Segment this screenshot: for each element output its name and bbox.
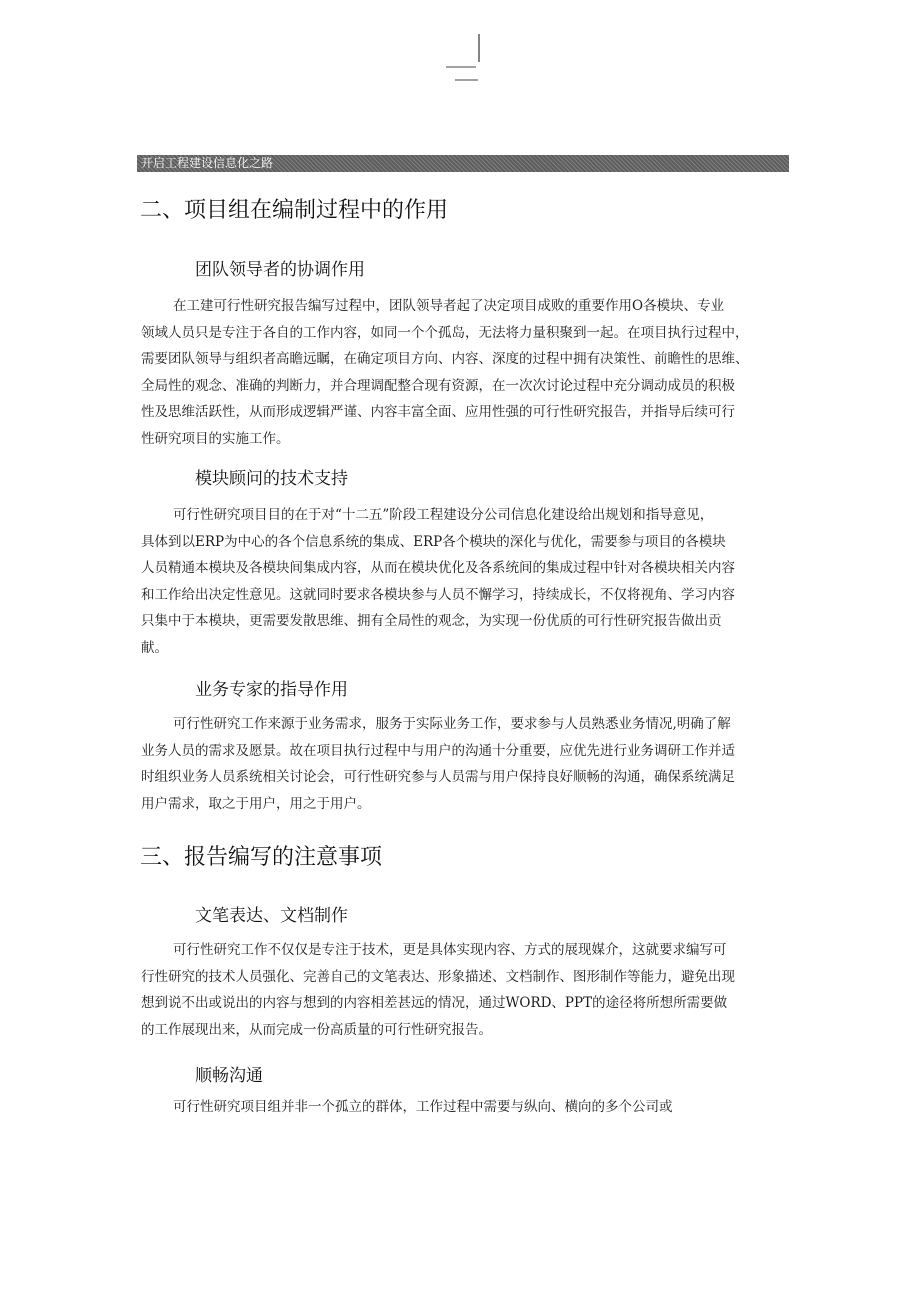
paragraph-line: 可行性研究项目目的在于对“十二五”阶段工程建设分公司信息化建设给出规划和指导意见，	[173, 507, 714, 523]
section-heading-2: 二、项目组在编制过程中的作用	[140, 198, 449, 223]
paragraph-line: 领域人员只是专注于各自的工作内容，如同一个个孤岛，无法将力量积聚到一起。在项目执行过程中，	[141, 324, 749, 341]
paragraph-line: 在工建可行性研究报告编写过程中，团队领导者起了决定项目成败的重要作用O各模块、专业	[173, 298, 725, 314]
subsection-title-writing: 文笔表达、文档制作	[195, 906, 348, 926]
page-top-mark	[446, 34, 480, 84]
paragraph-line: 需要团队领导与组织者高瞻远瞩，在确定项目方向、内容、深度的过程中拥有决策性、前瞻性的思维、	[141, 351, 749, 368]
paragraph-line: 献。	[141, 639, 168, 656]
paragraph-line: 时组织业务人员系统相关讨论会，可行性研究参与人员需与用户保持良好顺畅的沟通，确保系统满足	[141, 769, 735, 786]
running-header-text: 开启工程建设信息化之路	[141, 156, 274, 170]
paragraph-line: 人员精通本模块及各模块间集成内容，从而在模块优化及各系统间的集成过程中针对各模块相关内容	[141, 560, 735, 577]
paragraph-line: 可行性研究工作来源于业务需求，服务于实际业务工作，要求参与人员熟悉业务情况,明确了解	[173, 716, 731, 732]
paragraph-line: 可行性研究项目组并非一个孤立的群体，工作过程中需要与纵向、横向的多个公司或	[173, 1099, 673, 1115]
paragraph-line: 性研究项目的实施工作。	[141, 430, 290, 447]
subsection-title-communication: 顺畅沟通	[195, 1066, 263, 1086]
paragraph-communication	[141, 1094, 789, 1121]
paragraph-line: 全局性的观念、准确的判断力，并合理调配整合现有资源，在一次次讨论过程中充分调动成员的积极	[141, 377, 735, 394]
paragraph-line: 可行性研究工作不仅仅是专注于技术，更是具体实现内容、方式的展现媒介，这就要求编写可	[173, 942, 727, 958]
subsection-title-business-expert: 业务专家的指导作用	[195, 680, 348, 700]
paragraph-line: 的工作展现出来，从而完成一份高质量的可行性研究报告。	[141, 1021, 492, 1038]
paragraph-line: 行性研究的技术人员强化、完善自己的文笔表达、形象描述、文档制作、图形制作等能力，避免出现	[141, 968, 735, 985]
paragraph-line: 业务人员的需求及愿景。故在项目执行过程中与用户的沟通十分重要，应优先进行业务调研工作并适	[141, 742, 735, 759]
paragraph-module-consultant	[141, 502, 789, 662]
subsection-title-team-leader: 团队领导者的协调作用	[195, 260, 365, 280]
paragraph-business-expert	[141, 711, 789, 817]
paragraph-team-leader	[141, 293, 789, 453]
paragraph-line: 和工作给出决定性意见。这就同时要求各模块参与人员不懈学习，持续成长，不仅将视角、学习内容	[141, 586, 735, 603]
subsection-title-module-consultant: 模块顾问的技术支持	[195, 469, 348, 489]
running-header-band	[137, 155, 789, 172]
section-heading-3: 三、报告编写的注意事项	[140, 845, 383, 870]
paragraph-writing	[141, 937, 789, 1043]
paragraph-line: 想到说不出或说出的内容与想到的内容相差甚远的情况，通过WORD、PPT的途径将所想所需要做	[141, 995, 728, 1012]
paragraph-line: 性及思维活跃性，从而形成逻辑严谨、内容丰富全面、应用性强的可行性研究报告，并指导后续可行	[141, 404, 735, 421]
paragraph-line: 用户需求，取之于用户，用之于用户。	[141, 795, 371, 812]
paragraph-line: 只集中于本模块，更需要发散思维、拥有全局性的观念，为实现一份优质的可行性研究报告做出贡	[141, 613, 722, 630]
paragraph-line: 具体到以ERP为中心的各个信息系统的集成、ERP各个模块的深化与优化，需要参与项目的各模块	[141, 533, 726, 550]
